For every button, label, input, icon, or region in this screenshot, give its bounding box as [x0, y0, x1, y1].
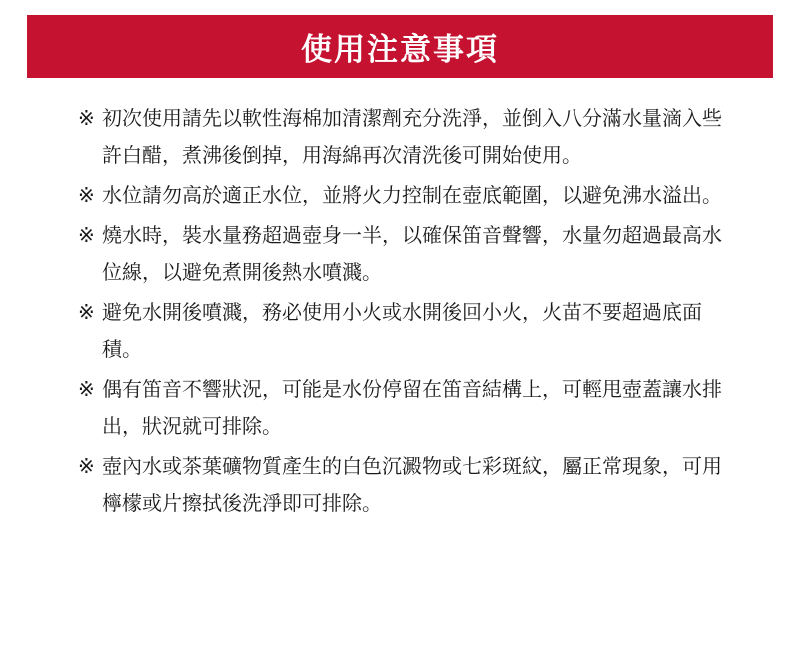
note-text: 偶有笛音不響狀況，可能是水份停留在笛音結構上，可輕甩壺蓋讓水排出，狀況就可排除。 — [102, 377, 722, 438]
note-text: 水位請勿高於適正水位，並將火力控制在壺底範圍，以避免沸水溢出。 — [102, 183, 722, 207]
note-item — [78, 217, 738, 291]
note-item — [78, 294, 738, 368]
header-banner — [27, 15, 773, 78]
reference-mark-icon: ※ — [78, 183, 95, 207]
reference-mark-icon: ※ — [78, 300, 95, 324]
note-text: 初次使用請先以軟性海棉加清潔劑充分洗淨，並倒入八分滿水量滴入些許白醋，煮沸後倒掉，用海綿再次清洗後可開始使用。 — [102, 106, 722, 167]
reference-mark-icon: ※ — [78, 106, 95, 130]
note-item — [78, 100, 738, 174]
reference-mark-icon: ※ — [78, 454, 95, 478]
note-text: 燒水時，裝水量務超過壺身一半，以確保笛音聲響，水量勿超過最高水位線，以避免煮開後熱水噴濺。 — [102, 223, 722, 284]
page-title: 使用注意事項 — [301, 32, 499, 68]
note-item — [78, 371, 738, 445]
note-item — [78, 177, 738, 214]
note-text: 避免水開後噴濺，務必使用小火或水開後回小火，火苗不要超過底面積。 — [102, 300, 702, 361]
note-text: 壺內水或茶葉礦物質產生的白色沉澱物或七彩斑紋，屬正常現象，可用檸檬或片擦拭後洗淨即可排除。 — [102, 454, 722, 515]
reference-mark-icon: ※ — [78, 377, 95, 401]
reference-mark-icon: ※ — [78, 223, 95, 247]
usage-notes-list — [78, 100, 738, 525]
note-item — [78, 448, 738, 522]
